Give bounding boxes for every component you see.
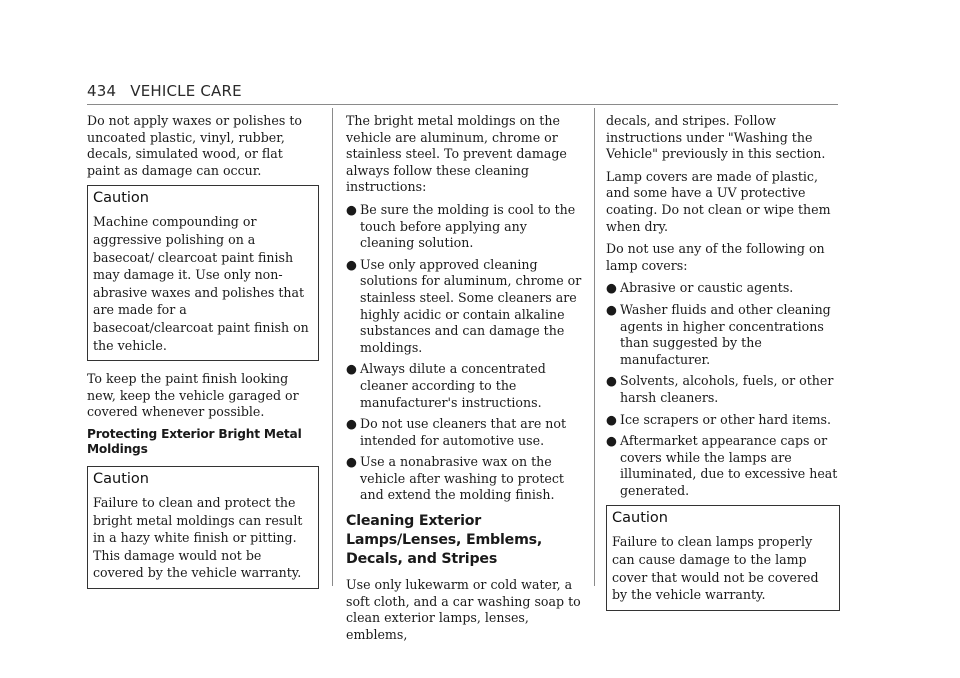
caution-box-lamps [606,505,840,610]
caution-title: Caution [93,470,149,487]
paragraph-lamp-covers: Lamp covers are made of plastic, and some have a UV protective coating. Do not clean or wipe them when dry. [606,168,831,234]
caution-title: Caution [612,510,668,527]
section-title: VEHICLE CARE [130,82,242,100]
page-number: 434 [87,82,117,100]
list-item: ● Do not use cleaners that are not intended for automotive use. [346,416,567,448]
list-item: ● Solvents, alcohols, fuels, or other harsh cleaners. [606,373,834,405]
caution-title: Caution [93,190,149,207]
bullet-icon: ● [346,201,357,217]
bullet-icon: ● [346,361,357,377]
paragraph-wax-warning: Do not apply waxes or polishes to uncoated plastic, vinyl, rubber, decals, simulated wood, or flat paint as damage can occur. [87,113,302,178]
bullet-icon: ● [606,280,617,296]
paragraph-lamps-intro: Use only lukewarm or cold water, a soft cloth, and a car washing soap to clean exterior lamps, lenses, emblems, [346,577,581,642]
caution-box-moldings [87,466,319,589]
caution-box-polishing [87,185,319,361]
list-item: ● Use only approved cleaning solutions for aluminum, chrome or stainless steel. Some cleaners are highly acidic or contain alkaline substances and can damage the moldings. [346,256,582,355]
caution-body: Failure to clean and protect the bright metal moldings can result in a hazy white finish or pitting. This damage would not be covered by the vehicle warranty. [93,494,303,581]
paragraph-lamps-continued: decals, and stripes. Follow instructions under "Washing the Vehicle" previously in this section. [606,113,826,162]
subheading-bright-metal: Protecting Exterior Bright Metal Moldings [87,426,302,457]
column-1 [87,113,319,599]
list-item: ● Always dilute a concentrated cleaner according to the manufacturer's instructions. [346,361,546,410]
paragraph-moldings-intro: The bright metal moldings on the vehicle are aluminum, chrome or stainless steel. To prevent damage always follow these cleaning instructions: [346,113,567,195]
column-2 [346,113,582,649]
paragraph-do-not-use: Do not use any of the following on lamp covers: [606,241,825,273]
paragraph-garage: To keep the paint finish looking new, keep the vehicle garaged or covered whenever possible. [87,371,299,420]
bullet-icon: ● [606,433,617,449]
caution-body: Machine compounding or aggressive polishing on a basecoat/ clearcoat paint finish may damage it. Use only non-abrasive waxes and polishes that are made for a basecoat/clearcoat paint finish on the vehicle. [93,214,309,353]
bullet-icon: ● [606,301,617,317]
list-item: ● Washer fluids and other cleaning agents in higher concentrations than suggested by the manufacturer. [606,301,831,367]
page-header [87,82,242,100]
list-item: ● Aftermarket appearance caps or covers while the lamps are illuminated, due to excessive heat generated. [606,433,838,498]
bullet-icon: ● [606,411,617,427]
column-3 [606,113,840,621]
caution-body: Failure to clean lamps properly can cause damage to the lamp cover that would not be covered by the vehicle warranty. [612,534,819,603]
bullet-icon: ● [346,256,357,272]
column-divider-2 [594,108,595,586]
bullet-icon: ● [346,416,357,432]
list-item: ● Ice scrapers or other hard items. [606,411,832,427]
column-divider-1 [332,108,333,586]
section-heading-lamps: Cleaning Exterior Lamps/Lenses, Emblems, Decals, and Stripes [346,513,543,568]
header-divider [87,104,838,105]
list-item: ● Be sure the molding is cool to the touch before applying any cleaning solution. [346,201,576,251]
molding-instructions-list [346,202,582,504]
prohibited-items-list [606,280,840,499]
bullet-icon: ● [346,454,357,470]
list-item: ● Use a nonabrasive wax on the vehicle after washing to protect and extend the molding finish. [346,454,564,503]
bullet-icon: ● [606,373,617,389]
list-item: ● Abrasive or caustic agents. [606,280,794,296]
